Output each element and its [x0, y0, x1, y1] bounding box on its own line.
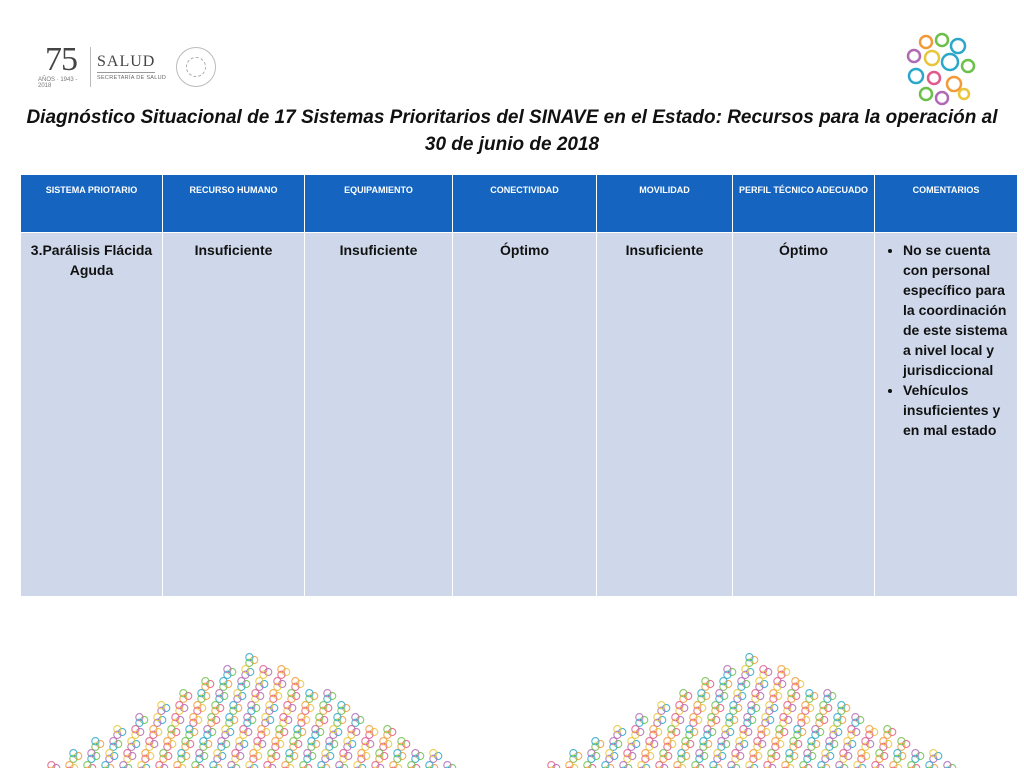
ring-motif-icon — [186, 726, 198, 739]
ring-motif-icon — [344, 738, 356, 751]
ring-motif-icon — [780, 714, 792, 727]
ring-motif-icon — [120, 762, 132, 768]
ring-motif-icon — [316, 714, 328, 727]
ring-motif-icon — [334, 714, 346, 727]
header-sistema: SISTEMA PRIOTARIO — [21, 175, 163, 233]
ring-motif-icon — [204, 726, 216, 739]
ring-motif-icon — [698, 690, 710, 703]
ring-motif-icon — [266, 702, 278, 715]
ring-motif-icon — [306, 690, 318, 703]
ring-motif-icon — [758, 726, 770, 739]
ring-motif-icon — [352, 714, 364, 727]
salud-logo — [38, 42, 216, 92]
logo-divider — [90, 47, 91, 87]
ring-motif-icon — [172, 714, 184, 727]
ring-motif-icon — [636, 714, 648, 727]
ring-motif-icon — [270, 690, 282, 703]
ring-motif-icon — [264, 762, 276, 768]
ring-motif-icon — [128, 738, 140, 751]
comment-item: • Vehículos insuficientes y en mal estado — [903, 380, 1011, 440]
ring-motif-icon — [132, 726, 144, 739]
ring-motif-icon — [818, 762, 830, 768]
ring-motif-icon — [192, 762, 204, 768]
ring-motif-icon — [768, 750, 780, 763]
ring-motif-icon — [230, 702, 242, 715]
ring-motif-icon — [110, 738, 122, 751]
ring-motif-icon — [908, 762, 920, 768]
ring-motif-icon — [710, 762, 722, 768]
ring-motif-icon — [650, 726, 662, 739]
ring-motif-icon — [686, 726, 698, 739]
ring-motif-icon — [840, 750, 852, 763]
ring-motif-icon — [672, 714, 684, 727]
resources-table — [20, 174, 1018, 597]
ring-motif-icon — [696, 750, 708, 763]
ring-motif-icon — [794, 726, 806, 739]
header-conectividad: CONECTIVIDAD — [453, 175, 597, 233]
75-anos-logo — [38, 41, 84, 89]
ring-motif-icon — [70, 750, 82, 763]
ring-motif-icon — [154, 714, 166, 727]
ring-motif-icon — [606, 750, 618, 763]
logo-secretaria-text: SECRETARÍA DE SALUD — [97, 75, 167, 81]
ring-motif-icon — [330, 726, 342, 739]
ring-motif-icon — [786, 750, 798, 763]
ring-motif-icon — [680, 690, 692, 703]
logo-75-number: 75 — [45, 41, 77, 78]
ring-motif-icon — [824, 690, 836, 703]
page-title: Diagnóstico Situacional de 17 Sistemas Prioritarios del SINAVE en el Estado: Recursos para la operación al 30 de junio de 2018 — [26, 107, 998, 155]
ring-motif-icon — [852, 714, 864, 727]
ring-motif-icon — [776, 726, 788, 739]
ring-motif-icon — [804, 750, 816, 763]
ring-motif-icon — [718, 738, 730, 751]
ring-motif-icon — [238, 678, 250, 691]
ring-motif-icon — [278, 666, 290, 679]
ring-motif-icon — [300, 762, 312, 768]
ring-motif-icon — [358, 750, 370, 763]
ring-motif-icon — [114, 726, 126, 739]
ring-motif-icon — [178, 750, 190, 763]
ring-motif-icon — [770, 690, 782, 703]
ring-motif-icon — [220, 678, 232, 691]
ring-motif-icon — [708, 714, 720, 727]
ring-motif-icon — [584, 762, 596, 768]
salud-wordmark — [97, 53, 166, 81]
ring-motif-icon — [348, 726, 360, 739]
ring-motif-icon — [408, 762, 420, 768]
ring-motif-icon — [890, 762, 902, 768]
ring-motif-icon — [790, 738, 802, 751]
ring-motif-icon — [738, 678, 750, 691]
ring-motif-icon — [792, 678, 804, 691]
comment-item: • No se cuenta con personal específico para la coordinación de este sistema a nivel local y jurisdiccional — [903, 240, 1011, 380]
cell-recurso-humano: Insuficiente — [163, 233, 305, 597]
ring-motif-icon — [260, 666, 272, 679]
header-comentarios: COMENTARIOS — [875, 175, 1018, 233]
ring-motif-icon — [298, 714, 310, 727]
ring-motif-icon — [142, 750, 154, 763]
ring-motif-icon — [190, 714, 202, 727]
ring-motif-icon — [822, 750, 834, 763]
ring-motif-icon — [800, 762, 812, 768]
ring-motif-icon — [234, 690, 246, 703]
ring-motif-icon — [632, 726, 644, 739]
decorative-ring-pattern — [20, 640, 500, 768]
ring-motif-icon — [628, 738, 640, 751]
ring-motif-icon — [740, 726, 752, 739]
ring-motif-icon — [198, 690, 210, 703]
cell-comentarios — [875, 233, 1018, 597]
ring-motif-icon — [732, 750, 744, 763]
ring-motif-icon — [196, 750, 208, 763]
ring-motif-icon — [802, 702, 814, 715]
ring-motif-icon — [744, 714, 756, 727]
ring-motif-icon — [212, 702, 224, 715]
ring-motif-icon — [426, 762, 438, 768]
ring-motif-icon — [88, 750, 100, 763]
ring-motif-icon — [92, 738, 104, 751]
ring-motif-icon — [730, 702, 742, 715]
ring-motif-icon — [174, 762, 186, 768]
ring-motif-icon — [668, 726, 680, 739]
ring-motif-icon — [734, 690, 746, 703]
ring-motif-icon — [876, 750, 888, 763]
ring-motif-icon — [714, 750, 726, 763]
ring-motif-icon — [102, 762, 114, 768]
ring-motif-icon — [228, 762, 240, 768]
ring-motif-icon — [682, 738, 694, 751]
ring-motif-icon — [302, 702, 314, 715]
ring-motif-icon — [242, 666, 254, 679]
ring-motif-icon — [638, 762, 650, 768]
ring-motif-icon — [774, 678, 786, 691]
cell-sistema: 3.Parálisis Flácida Aguda — [21, 233, 163, 597]
ring-motif-icon — [620, 762, 632, 768]
ring-motif-icon — [588, 750, 600, 763]
ring-motif-icon — [232, 750, 244, 763]
ring-motif-icon — [844, 738, 856, 751]
ring-motif-icon — [338, 702, 350, 715]
ring-motif-icon — [158, 702, 170, 715]
ring-motif-icon — [548, 762, 560, 768]
ring-motif-icon — [326, 738, 338, 751]
ring-motif-icon — [304, 750, 316, 763]
ring-motif-icon — [444, 762, 456, 768]
ring-motif-icon — [760, 666, 772, 679]
ring-motif-icon — [704, 726, 716, 739]
ring-motif-icon — [430, 750, 442, 763]
ring-motif-icon — [256, 678, 268, 691]
ring-motif-icon — [742, 666, 754, 679]
ring-motif-icon — [48, 762, 60, 768]
ring-motif-icon — [156, 762, 168, 768]
ring-motif-icon — [164, 738, 176, 751]
ring-motif-icon — [288, 690, 300, 703]
ring-motif-icon — [694, 702, 706, 715]
ring-motif-icon — [194, 702, 206, 715]
ring-motif-icon — [250, 750, 262, 763]
ring-motif-icon — [216, 690, 228, 703]
ring-motif-icon — [772, 738, 784, 751]
ring-motif-icon — [702, 678, 714, 691]
ring-motif-icon — [200, 738, 212, 751]
comments-list — [883, 240, 1011, 440]
ring-motif-icon — [722, 726, 734, 739]
rings-logo-icon — [902, 32, 978, 108]
ring-motif-icon — [246, 654, 258, 667]
ring-motif-icon — [830, 726, 842, 739]
ring-motif-icon — [226, 714, 238, 727]
ring-motif-icon — [782, 762, 794, 768]
header-recurso-humano: RECURSO HUMANO — [163, 175, 305, 233]
ring-motif-icon — [750, 750, 762, 763]
ring-motif-icon — [566, 762, 578, 768]
ring-motif-icon — [292, 678, 304, 691]
ring-motif-icon — [384, 726, 396, 739]
ring-motif-icon — [752, 690, 764, 703]
ring-motif-icon — [716, 690, 728, 703]
ring-motif-icon — [712, 702, 724, 715]
ring-motif-icon — [764, 762, 776, 768]
ring-motif-icon — [362, 738, 374, 751]
ring-motif-icon — [726, 714, 738, 727]
ring-motif-icon — [656, 762, 668, 768]
ring-motif-icon — [836, 762, 848, 768]
ring-motif-icon — [340, 750, 352, 763]
ring-motif-icon — [248, 702, 260, 715]
ring-motif-icon — [252, 690, 264, 703]
ring-motif-icon — [236, 738, 248, 751]
ring-motif-icon — [138, 762, 150, 768]
ring-motif-icon — [676, 702, 688, 715]
ring-motif-icon — [808, 738, 820, 751]
ring-motif-icon — [748, 702, 760, 715]
ring-motif-icon — [930, 750, 942, 763]
ring-motif-icon — [322, 750, 334, 763]
ring-motif-icon — [274, 678, 286, 691]
ring-motif-icon — [202, 678, 214, 691]
table-row — [21, 233, 1018, 597]
ring-motif-icon — [286, 750, 298, 763]
ring-motif-icon — [838, 702, 850, 715]
ring-motif-icon — [754, 738, 766, 751]
ring-motif-icon — [756, 678, 768, 691]
ring-motif-icon — [176, 702, 188, 715]
ring-motif-icon — [872, 762, 884, 768]
ring-motif-icon — [834, 714, 846, 727]
ring-motif-icon — [412, 750, 424, 763]
ring-motif-icon — [720, 678, 732, 691]
ring-motif-icon — [222, 726, 234, 739]
ring-motif-icon — [826, 738, 838, 751]
ring-motif-icon — [312, 726, 324, 739]
ring-motif-icon — [218, 738, 230, 751]
ring-motif-icon — [394, 750, 406, 763]
ring-motif-icon — [168, 726, 180, 739]
ring-motif-icon — [398, 738, 410, 751]
ring-motif-icon — [746, 654, 758, 667]
ring-motif-icon — [224, 666, 236, 679]
ring-motif-icon — [324, 690, 336, 703]
ring-motif-icon — [736, 738, 748, 751]
ring-motif-icon — [858, 750, 870, 763]
ring-motif-icon — [784, 702, 796, 715]
ring-motif-icon — [318, 762, 330, 768]
decorative-ring-pattern — [520, 640, 1000, 768]
ring-motif-icon — [210, 762, 222, 768]
ring-motif-icon — [646, 738, 658, 751]
cell-movilidad: Insuficiente — [597, 233, 733, 597]
ring-motif-icon — [160, 750, 172, 763]
logo-anos-text: AÑOS · 1943 - 2018 — [38, 77, 78, 89]
ring-motif-icon — [272, 738, 284, 751]
cell-equipamiento: Insuficiente — [305, 233, 453, 597]
ring-motif-icon — [380, 738, 392, 751]
ring-motif-icon — [690, 714, 702, 727]
ring-motif-icon — [262, 714, 274, 727]
ring-motif-icon — [570, 750, 582, 763]
ring-motif-icon — [884, 726, 896, 739]
ring-motif-icon — [276, 726, 288, 739]
ring-motif-icon — [762, 714, 774, 727]
ring-motif-icon — [678, 750, 690, 763]
ring-motif-icon — [146, 738, 158, 751]
ring-motif-icon — [642, 750, 654, 763]
ring-motif-icon — [136, 714, 148, 727]
header-movilidad: MOVILIDAD — [597, 175, 733, 233]
ring-motif-icon — [798, 714, 810, 727]
ring-motif-icon — [724, 666, 736, 679]
ring-motif-icon — [700, 738, 712, 751]
ring-motif-icon — [812, 726, 824, 739]
ring-motif-icon — [944, 762, 956, 768]
header-perfil-tecnico: PERFIL TÉCNICO ADECUADO — [733, 175, 875, 233]
ring-motif-icon — [816, 714, 828, 727]
cell-perfil-tecnico: Óptimo — [733, 233, 875, 597]
ring-motif-icon — [674, 762, 686, 768]
ring-motif-icon — [246, 762, 258, 768]
ring-motif-icon — [366, 726, 378, 739]
ring-motif-icon — [124, 750, 136, 763]
ring-motif-icon — [614, 726, 626, 739]
ring-motif-icon — [240, 726, 252, 739]
ring-motif-icon — [390, 762, 402, 768]
ring-motif-icon — [84, 762, 96, 768]
ring-motif-icon — [848, 726, 860, 739]
ring-motif-icon — [624, 750, 636, 763]
ring-motif-icon — [214, 750, 226, 763]
ring-motif-icon — [854, 762, 866, 768]
ring-motif-icon — [862, 738, 874, 751]
ring-motif-icon — [664, 738, 676, 751]
ring-motif-icon — [898, 738, 910, 751]
ring-motif-icon — [610, 738, 622, 751]
cell-conectividad: Óptimo — [453, 233, 597, 597]
ring-motif-icon — [728, 762, 740, 768]
ring-motif-icon — [282, 762, 294, 768]
ring-motif-icon — [372, 762, 384, 768]
ring-motif-icon — [746, 762, 758, 768]
national-seal-icon — [176, 47, 216, 87]
logo-salud-text: SALUD — [97, 53, 155, 73]
ring-motif-icon — [290, 738, 302, 751]
ring-motif-icon — [912, 750, 924, 763]
ring-motif-icon — [866, 726, 878, 739]
ring-motif-icon — [320, 702, 332, 715]
ring-motif-icon — [354, 762, 366, 768]
ring-motif-icon — [692, 762, 704, 768]
ring-motif-icon — [254, 738, 266, 751]
ring-motif-icon — [376, 750, 388, 763]
table-header-row — [21, 175, 1018, 233]
ring-motif-icon — [294, 726, 306, 739]
ring-motif-icon — [894, 750, 906, 763]
ring-motif-icon — [778, 666, 790, 679]
ring-motif-icon — [592, 738, 604, 751]
ring-motif-icon — [280, 714, 292, 727]
ring-motif-icon — [788, 690, 800, 703]
ring-motif-icon — [258, 726, 270, 739]
ring-motif-icon — [336, 762, 348, 768]
ring-motif-icon — [820, 702, 832, 715]
ring-motif-icon — [766, 702, 778, 715]
ring-motif-icon — [660, 750, 672, 763]
ring-motif-icon — [208, 714, 220, 727]
ring-motif-icon — [182, 738, 194, 751]
ring-motif-icon — [308, 738, 320, 751]
ring-motif-icon — [658, 702, 670, 715]
ring-motif-icon — [284, 702, 296, 715]
ring-motif-icon — [654, 714, 666, 727]
ring-motif-icon — [268, 750, 280, 763]
ring-motif-icon — [180, 690, 192, 703]
ring-motif-icon — [880, 738, 892, 751]
ring-motif-icon — [806, 690, 818, 703]
ring-motif-icon — [150, 726, 162, 739]
ring-motif-icon — [244, 714, 256, 727]
ring-motif-icon — [602, 762, 614, 768]
header-equipamiento: EQUIPAMIENTO — [305, 175, 453, 233]
ring-motif-icon — [66, 762, 78, 768]
ring-motif-icon — [106, 750, 118, 763]
ring-motif-icon — [926, 762, 938, 768]
